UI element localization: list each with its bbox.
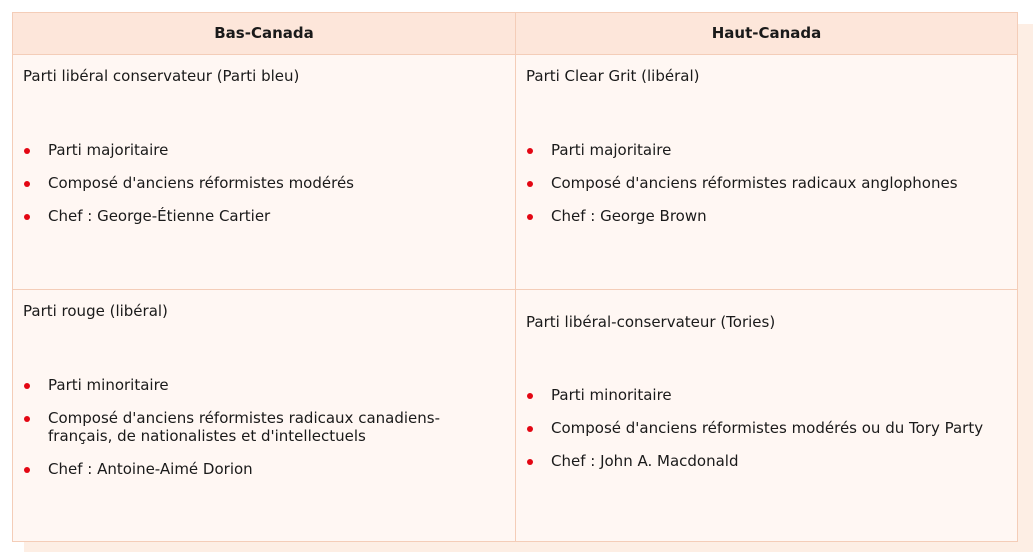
list-item: Composé d'anciens réformistes modérés [23, 174, 354, 192]
header-bas-canada: Bas-Canada [214, 24, 314, 42]
party-name: Parti libéral conservateur (Parti bleu) [23, 67, 300, 85]
list-item: Parti minoritaire [23, 376, 440, 394]
bullet-icon [527, 426, 533, 432]
bullet-icon [527, 181, 533, 187]
list-item: Chef : John A. Macdonald [526, 452, 983, 470]
bullet-icon [24, 214, 30, 220]
bullet-icon [24, 148, 30, 154]
list-item: Chef : Antoine-Aimé Dorion [23, 460, 440, 478]
bullet-icon [527, 393, 533, 399]
bullet-icon [527, 148, 533, 154]
party-details [526, 141, 958, 240]
party-details [23, 141, 354, 240]
list-item: Composé d'anciens réformistes radicaux anglophones [526, 174, 958, 192]
party-name: Parti Clear Grit (libéral) [526, 67, 700, 85]
header-haut-canada: Haut-Canada [711, 24, 822, 42]
bullet-icon [527, 214, 533, 220]
row-divider [13, 289, 1017, 290]
bullet-icon [24, 467, 30, 473]
bullet-icon [24, 181, 30, 187]
party-name: Parti libéral-conservateur (Tories) [526, 313, 776, 331]
bullet-icon [24, 383, 30, 389]
list-item: Parti minoritaire [526, 386, 983, 404]
bullet-icon [24, 416, 30, 422]
parties-table [12, 12, 1018, 542]
list-item: Chef : George-Étienne Cartier [23, 207, 354, 225]
list-item: Parti majoritaire [526, 141, 958, 159]
bullet-icon [527, 459, 533, 465]
list-item: Composé d'anciens réformistes radicaux canadiens- français, de nationalistes et d'intellectuels [23, 409, 440, 445]
column-divider [515, 13, 516, 541]
party-name: Parti rouge (libéral) [23, 302, 168, 320]
list-item: Parti majoritaire [23, 141, 354, 159]
party-details [526, 386, 983, 485]
list-item: Chef : George Brown [526, 207, 958, 225]
list-item: Composé d'anciens réformistes modérés ou du Tory Party [526, 419, 983, 437]
party-details [23, 376, 440, 493]
